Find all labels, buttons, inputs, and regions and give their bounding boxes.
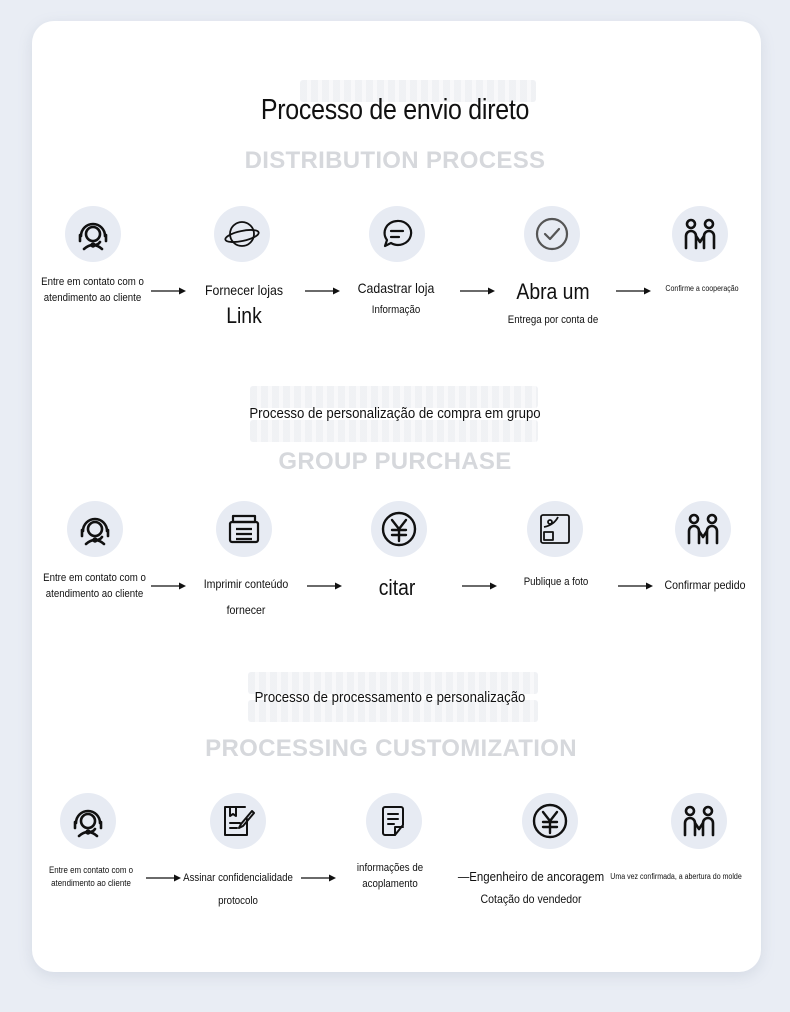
planet-icon: [214, 206, 270, 262]
arrow-icon: [151, 286, 187, 296]
arrow-icon: [305, 286, 341, 296]
step-label: Assinar confidencialidade protocolo: [183, 872, 293, 907]
step-label: Publique a foto: [523, 576, 589, 588]
step-label: Fornecer lojas Link: [204, 282, 284, 328]
headset-support-icon: [67, 501, 123, 557]
handshake-people-icon: [672, 206, 728, 262]
arrow-icon: [151, 581, 187, 591]
handshake-people-icon: [675, 501, 731, 557]
arrow-icon: [301, 873, 337, 883]
headset-support-icon: [60, 793, 116, 849]
arrow-icon: [460, 286, 496, 296]
step-label: Imprimir conteúdo fornecer: [203, 577, 289, 617]
step-label: Entre em contato com o atendimento ao cliente: [43, 572, 146, 600]
yen-coin-icon: [371, 501, 427, 557]
step-label: Confirmar pedido: [664, 578, 746, 592]
section3-title: Processo de processamento e personalização: [254, 689, 526, 706]
handshake-people-icon: [671, 793, 727, 849]
section2-title: Processo de personalização de compra em grupo: [249, 405, 541, 422]
step-label: Uma vez confirmada, a abertura do molde: [610, 872, 742, 881]
arrow-icon: [462, 581, 498, 591]
arrow-icon: [146, 873, 182, 883]
headset-support-icon: [65, 206, 121, 262]
step-label: Entre em contato com o atendimento ao cliente: [48, 865, 134, 888]
step-label: Abra um Entrega por conta de: [507, 279, 599, 326]
arrow-icon: [616, 286, 652, 296]
step-label: Entre em contato com o atendimento ao cliente: [41, 276, 144, 304]
document-icon: [366, 793, 422, 849]
step-label: Cadastrar loja Informação: [357, 280, 435, 316]
section1-title: Processo de envio direto: [260, 94, 530, 126]
section2-subtitle: GROUP PURCHASE: [278, 448, 512, 475]
watermark-blur: [250, 420, 538, 442]
printer-icon: [216, 501, 272, 557]
section1-subtitle: DISTRIBUTION PROCESS: [244, 147, 546, 174]
step-label: informações de acoplamento: [356, 862, 424, 890]
yen-coin-icon: [522, 793, 578, 849]
arrow-icon: [618, 581, 654, 591]
step-label: Confirme a cooperação: [665, 284, 739, 293]
image-photo-icon: [527, 501, 583, 557]
chat-bubble-icon: [369, 206, 425, 262]
step-label: —Engenheiro de ancoragem Cotação do vendedor: [457, 869, 605, 906]
check-circle-icon: [524, 206, 580, 262]
section3-subtitle: PROCESSING CUSTOMIZATION: [205, 735, 577, 762]
contract-sign-icon: [210, 793, 266, 849]
step-label: citar: [378, 575, 416, 600]
arrow-icon: [307, 581, 343, 591]
